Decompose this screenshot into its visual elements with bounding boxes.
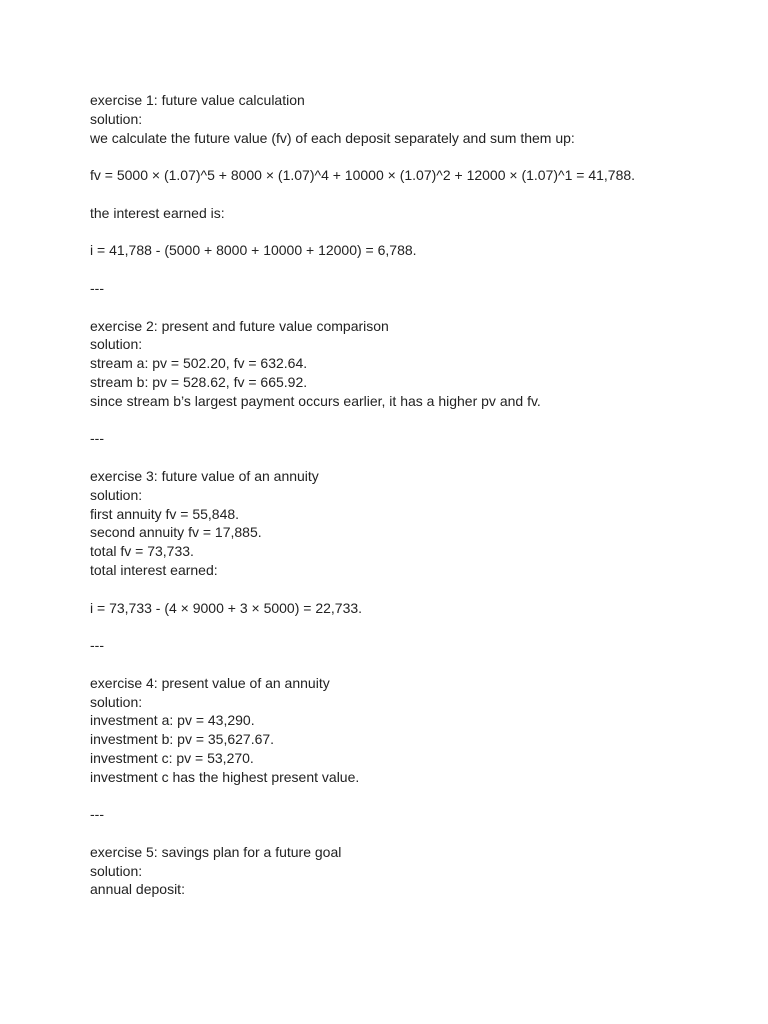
- exercise-4-title: exercise 4: present value of an annuity: [90, 674, 330, 691]
- exercise-2-solution-label: solution:: [90, 336, 143, 353]
- blank-line: [90, 411, 750, 430]
- exercise-3-total-fv: total fv = 73,733.: [90, 543, 194, 560]
- exercise-1-interest-label: the interest earned is:: [90, 204, 225, 221]
- exercise-2-stream-b: stream b: pv = 528.62, fv = 665.92.: [90, 373, 308, 390]
- exercise-3-title: exercise 3: future value of an annuity: [90, 467, 319, 484]
- exercise-5-solution-label: solution:: [90, 862, 143, 879]
- document-page: [90, 91, 750, 899]
- exercise-1-fv-formula: fv = 5000 × (1.07)^5 + 8000 × (1.07)^4 + 10000 × (1.07)^2 + 12000 × (1.07)^1 = 41,788.: [90, 167, 636, 184]
- exercise-2-conclusion: since stream b’s largest payment occurs earlier, it has a higher pv and fv.: [90, 392, 541, 409]
- exercise-4-investment-a: investment a: pv = 43,290.: [90, 712, 255, 729]
- separator: ---: [90, 279, 104, 296]
- blank-line: [90, 786, 750, 805]
- exercise-4-solution-label: solution:: [90, 693, 143, 710]
- blank-line: [90, 580, 750, 599]
- exercise-4-conclusion: investment c has the highest present value.: [90, 768, 360, 785]
- separator: ---: [90, 637, 104, 654]
- blank-line: [90, 147, 750, 166]
- exercise-3-interest-label: total interest earned:: [90, 561, 218, 578]
- separator: ---: [90, 806, 104, 823]
- exercise-3-solution-label: solution:: [90, 486, 143, 503]
- exercise-1-interest-formula: i = 41,788 - (5000 + 8000 + 10000 + 12000) = 6,788.: [90, 242, 417, 259]
- exercise-1-title: exercise 1: future value calculation: [90, 92, 305, 108]
- blank-line: [90, 655, 750, 674]
- exercise-2-title: exercise 2: present and future value comparison: [90, 317, 389, 334]
- blank-line: [90, 260, 750, 279]
- separator: ---: [90, 430, 104, 447]
- exercise-3-second-annuity: second annuity fv = 17,885.: [90, 524, 262, 541]
- exercise-4-investment-b: investment b: pv = 35,627.67.: [90, 731, 275, 748]
- exercise-1-intro: we calculate the future value (fv) of each deposit separately and sum them up:: [90, 129, 575, 146]
- blank-line: [90, 298, 750, 317]
- exercise-5-annual-deposit-label: annual deposit:: [90, 881, 185, 898]
- exercise-3-interest-formula: i = 73,733 - (4 × 9000 + 3 × 5000) = 22,733.: [90, 599, 363, 616]
- blank-line: [90, 448, 750, 467]
- exercise-4-investment-c: investment c: pv = 53,270.: [90, 749, 254, 766]
- exercise-1-solution-label: solution:: [90, 110, 143, 127]
- blank-line: [90, 617, 750, 636]
- blank-line: [90, 824, 750, 843]
- blank-line: [90, 223, 750, 242]
- exercise-3-first-annuity: first annuity fv = 55,848.: [90, 505, 240, 522]
- exercise-5-title: exercise 5: savings plan for a future goal: [90, 843, 342, 860]
- exercise-2-stream-a: stream a: pv = 502.20, fv = 632.64.: [90, 355, 308, 372]
- blank-line: [90, 185, 750, 204]
